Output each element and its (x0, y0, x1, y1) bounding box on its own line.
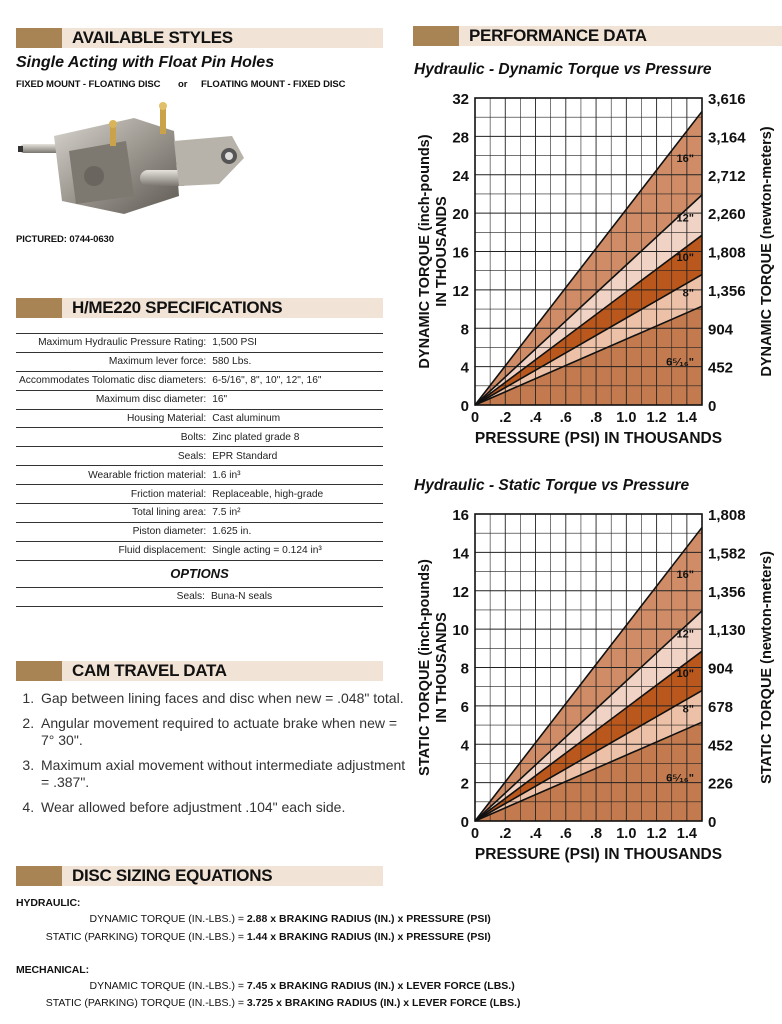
spec-row (16, 485, 383, 504)
spec-value: Single acting = 0.124 in³ (209, 541, 383, 560)
spec-value: 16" (209, 390, 383, 409)
y-right-tick-label: 3,164 (708, 129, 746, 147)
styles-subtitle: Single Acting with Float Pin Holes (16, 54, 275, 71)
x-tick-label: .2 (499, 826, 512, 842)
spec-label: Housing Material: (16, 409, 209, 428)
hydraulic-static-equation (16, 931, 491, 943)
header-tab-decoration (16, 866, 62, 886)
spec-label: Piston diameter: (16, 522, 209, 541)
x-tick-label: 1.0 (616, 826, 637, 842)
available-styles-title: AVAILABLE STYLES (72, 28, 233, 47)
disc-sizing-header (16, 866, 383, 886)
spec-label: Maximum disc diameter: (16, 390, 209, 409)
spec-value: 580 Lbs. (209, 352, 383, 371)
spec-value: Zinc plated grade 8 (209, 428, 383, 447)
performance-header (413, 26, 782, 46)
x-tick-label: 0 (470, 410, 480, 426)
available-styles-header (16, 28, 383, 48)
series-label: 12" (676, 212, 694, 225)
x-tick-label: 1.4 (676, 826, 697, 842)
spec-label: Seals: (16, 588, 208, 607)
spec-row (16, 466, 383, 485)
y-right-tick-label: 3,616 (708, 91, 746, 108)
cam-travel-list (18, 690, 408, 824)
mechanical-dynamic-equation (16, 980, 515, 992)
y-right-tick-label: 678 (708, 698, 734, 716)
spec-label: Fluid displacement: (16, 541, 209, 560)
x-tick-label: .8 (590, 410, 603, 426)
specifications-table (16, 333, 383, 561)
spec-value: 7.5 in² (209, 504, 383, 523)
y-right-tick-label: 904 (708, 321, 734, 339)
series-label: 6⁵⁄₁₆" (666, 356, 694, 369)
y-tick-label: 12 (452, 282, 469, 300)
spec-row (16, 409, 383, 428)
header-tab-decoration (16, 661, 62, 681)
x-tick-label: .8 (590, 826, 603, 842)
series-label: 6⁵⁄₁₆" (666, 772, 694, 785)
y-right-tick-label: 452 (708, 737, 734, 755)
header-tab-decoration (413, 26, 459, 46)
x-tick-label: 1.4 (676, 410, 697, 426)
equation-lhs: STATIC (PARKING) TORQUE (IN.-LBS.) = (45, 931, 244, 943)
spec-value: EPR Standard (209, 447, 383, 466)
y-axis-label-line2: IN THOUSANDS (434, 612, 450, 723)
spec-row (16, 352, 383, 371)
series-label: 10" (676, 252, 694, 265)
spec-row (16, 390, 383, 409)
y-right-tick-label: 2,260 (708, 206, 746, 224)
static-chart-title: Hydraulic - Static Torque vs Pressure (414, 477, 690, 494)
caliper-product-image (14, 96, 254, 226)
spec-label: Total lining area: (16, 504, 209, 523)
y-tick-label: 4 (460, 737, 469, 755)
header-tab-decoration (16, 28, 62, 48)
spec-row (16, 541, 383, 560)
y-tick-label: 14 (452, 545, 469, 563)
spec-label: Maximum Hydraulic Pressure Rating: (16, 334, 209, 353)
y-right-tick-label: 1,356 (708, 583, 746, 601)
y-tick-label: 12 (452, 583, 469, 601)
equation-lhs: STATIC (PARKING) TORQUE (IN.-LBS.) = (45, 997, 244, 1009)
series-label: 16" (676, 569, 694, 582)
spec-label: Friction material: (16, 485, 209, 504)
pictured-part-number: PICTURED: 0744-0630 (16, 234, 114, 245)
equation-rhs: 1.44 x BRAKING RADIUS (IN.) x PRESSURE (PSI) (246, 931, 491, 943)
y-right-tick-label: 0 (708, 814, 717, 831)
y-tick-label: 28 (452, 129, 469, 147)
spec-label: Maximum lever force: (16, 352, 209, 371)
equation-lhs: DYNAMIC TORQUE (IN.-LBS.) = (89, 913, 244, 925)
spec-row (16, 522, 383, 541)
y-tick-label: 10 (452, 622, 469, 640)
style-option-or: or (178, 79, 188, 90)
y-tick-label: 2 (460, 775, 469, 793)
cam-travel-item: 4. Wear allowed before adjustment .104" each side. (38, 799, 408, 816)
spec-label: Bolts: (16, 428, 209, 447)
y-tick-label: 8 (460, 321, 469, 339)
header-tab-decoration (16, 298, 62, 318)
y-right-tick-label: 1,130 (708, 622, 746, 640)
y-tick-label: 4 (460, 359, 469, 377)
cam-travel-item: 1. Gap between lining faces and disc when new = .048" total. (38, 690, 408, 707)
y-right-tick-label: 0 (708, 398, 717, 415)
cam-travel-item: 2. Angular movement required to actuate brake when new = 7° 30". (38, 715, 408, 749)
y-right-tick-label: 1,582 (708, 545, 746, 563)
spec-label: Accommodates Tolomatic disc diameters: (16, 371, 209, 390)
specifications-title: H/ME220 SPECIFICATIONS (72, 298, 283, 317)
equation-rhs: 7.45 x BRAKING RADIUS (IN.) x LEVER FORCE (LBS.) (246, 980, 515, 992)
x-axis-label: PRESSURE (PSI) IN THOUSANDS (474, 846, 723, 863)
x-tick-label: .6 (559, 410, 572, 426)
disc-sizing-title: DISC SIZING EQUATIONS (72, 866, 273, 885)
y-right-tick-label: 226 (708, 775, 734, 793)
style-option-a: FIXED MOUNT - FLOATING DISC (16, 79, 161, 90)
spec-row (16, 588, 383, 607)
x-tick-label: 1.2 (646, 826, 667, 842)
y-tick-label: 0 (460, 398, 469, 415)
cam-travel-header (16, 661, 383, 681)
y-tick-label: 6 (460, 698, 469, 716)
spec-value: 1,500 PSI (209, 334, 383, 353)
spec-value: 1.625 in. (209, 522, 383, 541)
y-axis-label-line2: IN THOUSANDS (434, 196, 450, 307)
x-tick-label: 1.2 (646, 410, 667, 426)
mechanical-static-equation (16, 997, 521, 1009)
series-label: 8" (682, 703, 694, 716)
style-option-b: FLOATING MOUNT - FIXED DISC (201, 79, 346, 90)
y-axis-label: DYNAMIC TORQUE (inch-pounds) (417, 134, 433, 369)
y-right-tick-label: 1,356 (708, 282, 746, 300)
x-tick-label: 1.0 (616, 410, 637, 426)
y-tick-label: 32 (452, 91, 469, 108)
y-right-tick-label: 1,808 (708, 244, 746, 262)
y-tick-label: 8 (460, 660, 469, 678)
dynamic-torque-chart (412, 84, 782, 454)
series-label: 12" (676, 628, 694, 641)
y-right-tick-label: 2,712 (708, 167, 746, 185)
y-tick-label: 16 (452, 507, 469, 524)
spec-label: Seals: (16, 447, 209, 466)
specifications-header (16, 298, 383, 318)
hydraulic-dynamic-equation (16, 913, 491, 925)
x-tick-label: .6 (559, 826, 572, 842)
y-right-axis-label: DYNAMIC TORQUE (newton-meters) (759, 126, 775, 377)
y-tick-label: 24 (452, 167, 469, 185)
x-tick-label: .4 (529, 826, 542, 842)
spec-value: Buna-N seals (208, 588, 383, 607)
spec-value: 6-5/16", 8", 10", 12", 16" (209, 371, 383, 390)
spec-label: Wearable friction material: (16, 466, 209, 485)
y-right-tick-label: 904 (708, 660, 734, 678)
x-tick-label: .4 (529, 410, 542, 426)
options-title: OPTIONS (170, 566, 229, 581)
spec-row (16, 334, 383, 353)
x-tick-label: 0 (470, 826, 480, 842)
performance-title: PERFORMANCE DATA (469, 26, 647, 45)
series-label: 16" (676, 153, 694, 166)
cam-travel-item: 3. Maximum axial movement without intermediate adjustment = .387". (38, 757, 408, 791)
mechanical-label: MECHANICAL: (16, 964, 89, 976)
x-tick-label: .2 (499, 410, 512, 426)
spec-value: 1.6 in³ (209, 466, 383, 485)
spec-row (16, 504, 383, 523)
spec-row (16, 428, 383, 447)
y-tick-label: 0 (460, 814, 469, 831)
series-label: 8" (682, 287, 694, 300)
spec-value: Cast aluminum (209, 409, 383, 428)
cam-travel-title: CAM TRAVEL DATA (72, 661, 227, 680)
options-table (16, 587, 383, 607)
dynamic-chart-title: Hydraulic - Dynamic Torque vs Pressure (414, 61, 712, 78)
y-right-tick-label: 1,808 (708, 507, 746, 524)
equation-rhs: 2.88 x BRAKING RADIUS (IN.) x PRESSURE (PSI) (246, 913, 491, 925)
y-tick-label: 16 (452, 244, 469, 262)
y-tick-label: 20 (452, 206, 469, 224)
hydraulic-label: HYDRAULIC: (16, 897, 81, 909)
spec-row (16, 447, 383, 466)
static-torque-chart (412, 500, 782, 870)
y-axis-label: STATIC TORQUE (inch-pounds) (417, 559, 433, 776)
y-right-axis-label: STATIC TORQUE (newton-meters) (759, 551, 775, 784)
y-right-tick-label: 452 (708, 359, 734, 377)
equation-lhs: DYNAMIC TORQUE (IN.-LBS.) = (89, 980, 244, 992)
spec-row (16, 371, 383, 390)
x-axis-label: PRESSURE (PSI) IN THOUSANDS (474, 430, 723, 447)
spec-value: Replaceable, high-grade (209, 485, 383, 504)
series-label: 10" (676, 668, 694, 681)
equation-rhs: 3.725 x BRAKING RADIUS (IN.) x LEVER FORCE (LBS.) (246, 997, 521, 1009)
